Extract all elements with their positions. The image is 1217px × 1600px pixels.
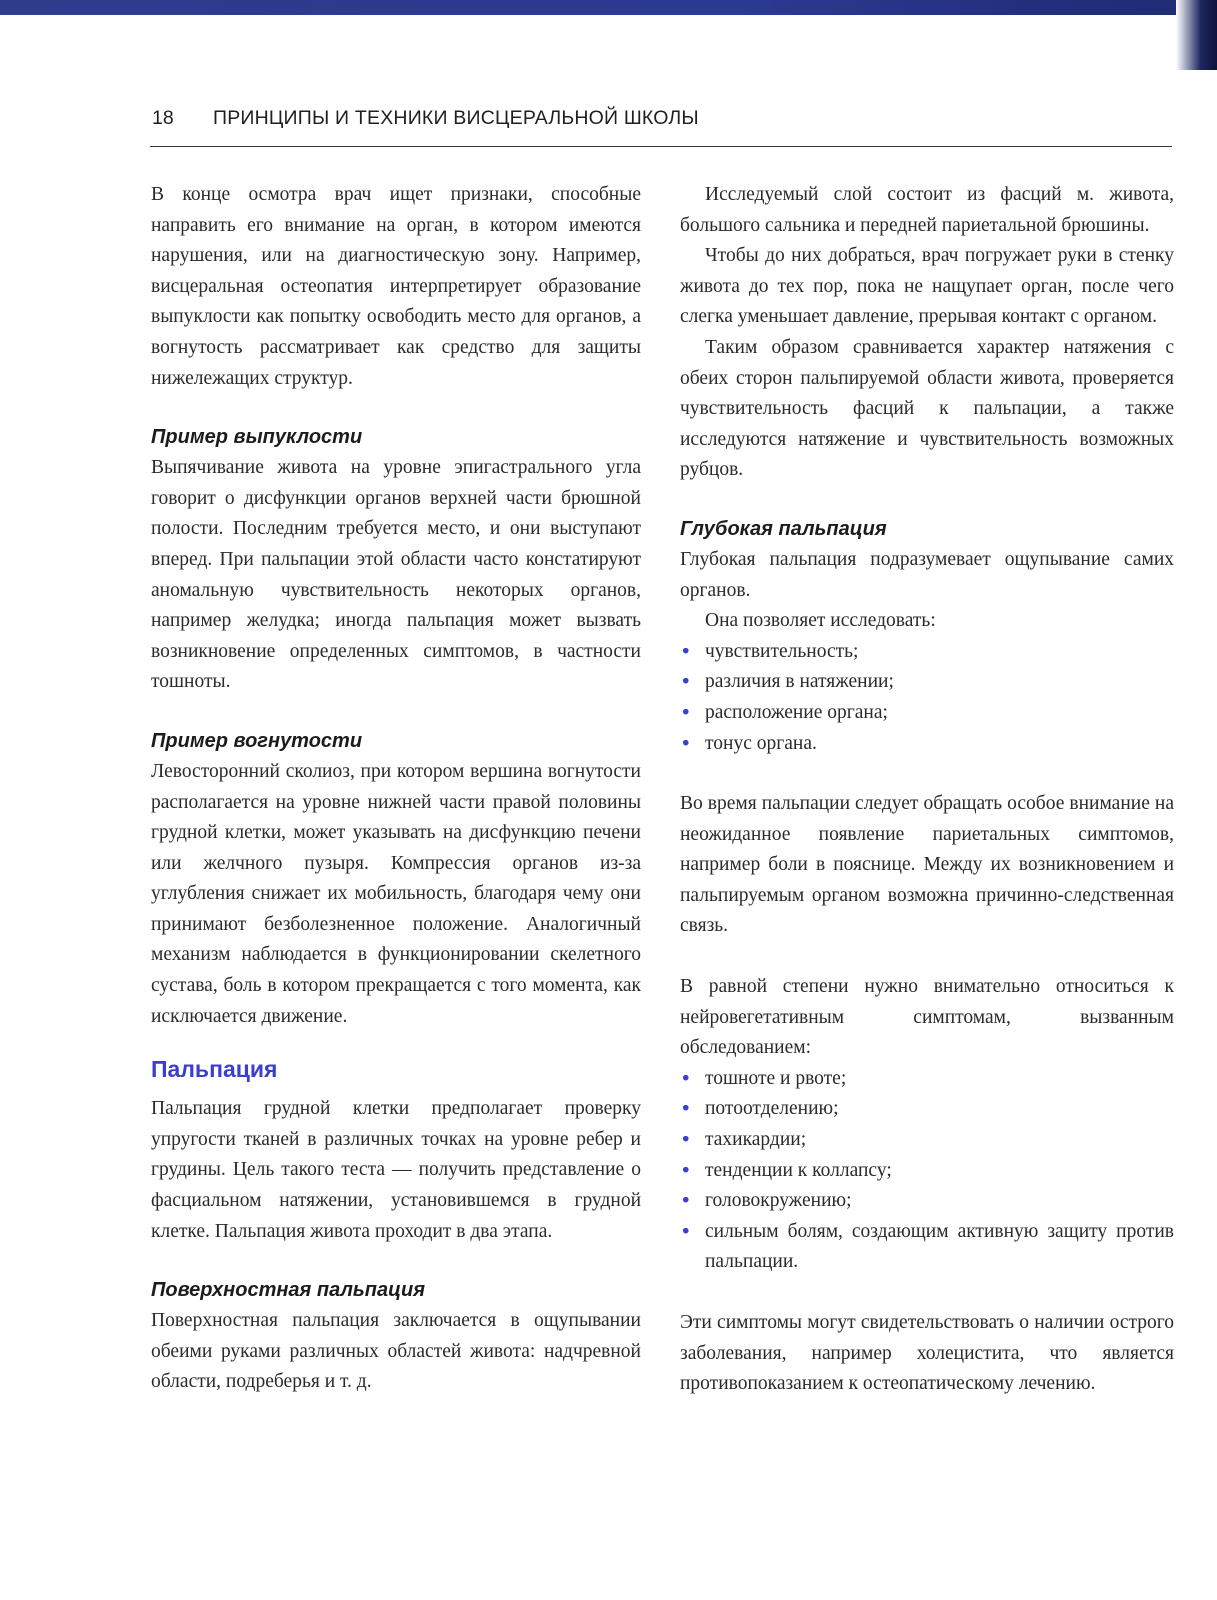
list-item: • тахикардии;: [680, 1125, 1174, 1156]
bullet-icon: •: [680, 639, 692, 663]
concavity-heading: Пример вогнутости: [151, 729, 363, 752]
top-color-band: [0, 0, 1217, 15]
deep-heading: Глубокая пальпация: [680, 517, 887, 540]
palpation-heading: Пальпация: [151, 1056, 278, 1083]
attention-paragraph: Во время пальпации следует обращать особое внимание на неожиданное появление париетальных симптомов, например боли в пояснице. Между их возникновением и пальпируемым органом возможна причинно-следственная связь.: [680, 793, 1174, 937]
list-item: • расположение органа;: [680, 698, 1174, 729]
book-edge-shadow: [1176, 0, 1217, 70]
bullet-icon: •: [680, 700, 692, 724]
right-column: [680, 180, 1174, 1400]
layer-paragraph: Исследуемый слой состоит из фасций м. живота, большого сальника и передней париетальной брюшины.: [680, 184, 1174, 236]
convexity-paragraph: Выпячивание живота на уровне эпигастрального угла говорит о дисфункции органов верхней части брюшной полости. Последним требуется место, и они выступают вперед. При пальпации этой области часто констатируют аномальную чувствительность некоторых органов, например желудка; иногда пальпация может вызвать возникновение определенных симптомов, в частности тошноты.: [151, 457, 641, 693]
bullet-icon: •: [680, 670, 692, 694]
bullet-icon: •: [680, 1066, 692, 1090]
convexity-heading: Пример выпуклости: [151, 426, 363, 449]
closing-paragraph: Эти симптомы могут свидетельствовать о наличии острого заболевания, например холецистита, что является противопоказанием к остеопатическому лечению.: [680, 1312, 1174, 1395]
list-item: • тонус органа.: [680, 729, 1174, 760]
page-number: 18: [152, 107, 174, 129]
deep-allows-line: Она позволяет исследовать:: [705, 610, 936, 632]
list-item: • чувствительность;: [680, 637, 1174, 668]
neuro-paragraph: В равной степени нужно внимательно относиться к нейровегетативным симптомам, вызванным обследованием:: [680, 976, 1174, 1059]
left-column: [151, 180, 641, 1398]
running-header: [152, 107, 1172, 147]
neuro-list: [680, 1064, 1174, 1278]
list-item: • сильным болям, создающим активную защиту против пальпации.: [680, 1217, 1174, 1278]
superficial-heading: Поверхностная пальпация: [151, 1279, 426, 1302]
bullet-icon: •: [680, 1219, 692, 1243]
palpation-paragraph: Пальпация грудной клетки предполагает проверку упругости тканей в различных точках на уровне ребер и грудины. Цель такого теста — получить представление о фасциальном натяжении, установившемся в грудной клетке. Пальпация живота проходит в два этапа.: [151, 1098, 641, 1242]
list-item: • различия в натяжении;: [680, 667, 1174, 698]
list-item: • тошноте и рвоте;: [680, 1064, 1174, 1095]
bullet-icon: •: [680, 1189, 692, 1213]
bullet-icon: •: [680, 1097, 692, 1121]
bullet-icon: •: [680, 731, 692, 755]
list-item: • потоотделению;: [680, 1094, 1174, 1125]
bullet-icon: •: [680, 1158, 692, 1182]
list-item: • тенденции к коллапсу;: [680, 1156, 1174, 1187]
deep-list: [680, 637, 1174, 759]
concavity-paragraph: Левосторонний сколиоз, при котором вершина вогнутости располагается на уровне нижней части правой половины грудной клетки, может указывать на дисфункцию печени или желчного пузыря. Компрессия органов из-за углубления снижает их мобильность, благодаря чему они принимают безболезненное положение. Аналогичный механизм наблюдается в функционировании скелетного сустава, боль в котором прекращается с того момента, как исключается движение.: [151, 760, 641, 1027]
header-rule: [150, 146, 1172, 147]
list-item: • головокружению;: [680, 1186, 1174, 1217]
running-title: ПРИНЦИПЫ И ТЕХНИКИ ВИСЦЕРАЛЬНОЙ ШКОЛЫ: [213, 107, 699, 129]
superficial-paragraph: Поверхностная пальпация заключается в ощупывании обеими руками различных областей живота: надчревной области, подреберья и т. д.: [151, 1310, 641, 1393]
deep-paragraph: Глубокая пальпация подразумевает ощупывание самих органов.: [680, 548, 1174, 601]
bullet-icon: •: [680, 1128, 692, 1152]
intro-paragraph: В конце осмотра врач ищет признаки, способные направить его внимание на орган, в котором имеются нарушения, или на диагностическую зону. Например, висцеральная остеопатия интерпретирует образование выпуклости как попытку освободить место для органов, а вогнутость рассматривает как средство для защиты нижележащих структур.: [151, 184, 641, 389]
compare-paragraph: Таким образом сравнивается характер натяжения с обеих сторон пальпируемой области живота, проверяется чувствительность фасций к пальпации, а также исследуются натяжение и чувствительность возможных рубцов.: [680, 336, 1174, 481]
reach-paragraph: Чтобы до них добраться, врач погружает руки в стенку живота до тех пор, пока не нащупает орган, после чего слегка уменьшает давление, прерывая контакт с органом.: [680, 245, 1174, 328]
